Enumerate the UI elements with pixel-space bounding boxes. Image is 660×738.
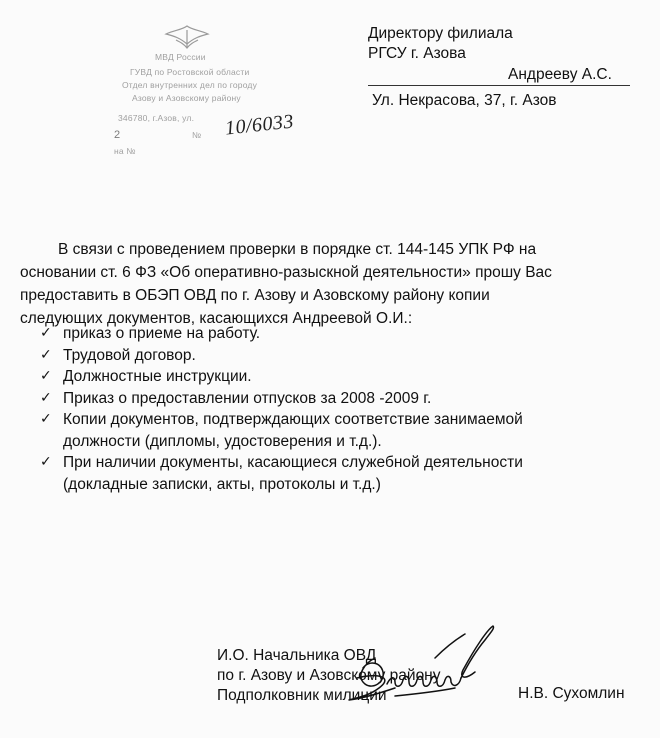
list-item: [40, 345, 620, 367]
signer-department: по г. Азову и Азовскому району: [217, 667, 441, 684]
list-item: [40, 452, 620, 495]
list-item-text-cont: (докладные записки, акты, протоколы и т.д.): [63, 475, 381, 493]
checkmark-icon: ✓: [40, 411, 52, 427]
registration-number: 10/6033: [223, 110, 295, 140]
handwritten-signature: [335, 618, 500, 708]
stamp-line-4: Азову и Азовскому району: [132, 93, 241, 103]
addressee-address: Ул. Некрасова, 37, г. Азов: [372, 92, 557, 109]
list-item: [40, 388, 620, 410]
checkmark-icon: ✓: [40, 346, 52, 363]
stamp-line-1: МВД России: [155, 52, 206, 62]
letterhead-stamp: [100, 22, 330, 162]
body-line-1: В связи с проведением проверки в порядке ст. 144-145 УПК РФ на: [58, 241, 537, 258]
list-item-text: приказ о приеме на работу.: [63, 325, 261, 342]
body-paragraph: [20, 238, 620, 330]
body-line-4: следующих документов, касающихся Андреевой О.И.:: [20, 310, 413, 327]
body-line-3: предоставить в ОБЭП ОВД по г. Азову и Азовскому району копии: [20, 287, 490, 304]
checkmark-icon: ✓: [40, 454, 52, 470]
signer-name: Н.В. Сухомлин: [518, 685, 625, 702]
stamp-date: 2: [114, 129, 121, 141]
list-item: [40, 366, 620, 388]
checkmark-icon: ✓: [40, 325, 52, 341]
checkmark-icon: ✓: [40, 368, 52, 384]
document-list: [40, 323, 620, 495]
body-line-2: основании ст. 6 ФЗ «Об оперативно-разыскной деятельности» прошу Вас: [20, 264, 552, 281]
signer-rank: Подполковник милиции: [217, 687, 387, 704]
signer-position: И.О. Начальника ОВД: [217, 647, 377, 664]
checkmark-icon: ✓: [40, 389, 52, 406]
list-item: [40, 323, 620, 345]
list-item-text: Приказ о предоставлении отпусков за 2008 -2009 г.: [63, 389, 432, 407]
emblem-icon: [152, 22, 222, 50]
stamp-line-5: 346780, г.Азов, ул.: [118, 113, 195, 123]
stamp-number-label: №: [192, 130, 202, 140]
stamp-line-2: ГУВД по Ростовской области: [130, 67, 250, 77]
list-item-text: При наличии документы, касающиеся служебной деятельности: [63, 454, 523, 471]
list-item: [40, 409, 620, 452]
list-item-text-cont: должности (дипломы, удостоверения и т.д.).: [63, 432, 382, 450]
list-item-text: Трудовой договор.: [63, 346, 196, 364]
addressee-name: Андрееву А.С.: [508, 66, 612, 83]
stamp-line-3: Отдел внутренних дел по городу: [122, 80, 258, 90]
addressee-divider: [368, 85, 630, 86]
list-item-text: Копии документов, подтверждающих соответствие занимаемой: [63, 411, 523, 428]
addressee-org: РГСУ г. Азова: [368, 45, 466, 62]
stamp-ref-label: на №: [114, 146, 136, 156]
addressee-title: Директору филиала: [368, 25, 513, 42]
list-item-text: Должностные инструкции.: [63, 368, 252, 385]
